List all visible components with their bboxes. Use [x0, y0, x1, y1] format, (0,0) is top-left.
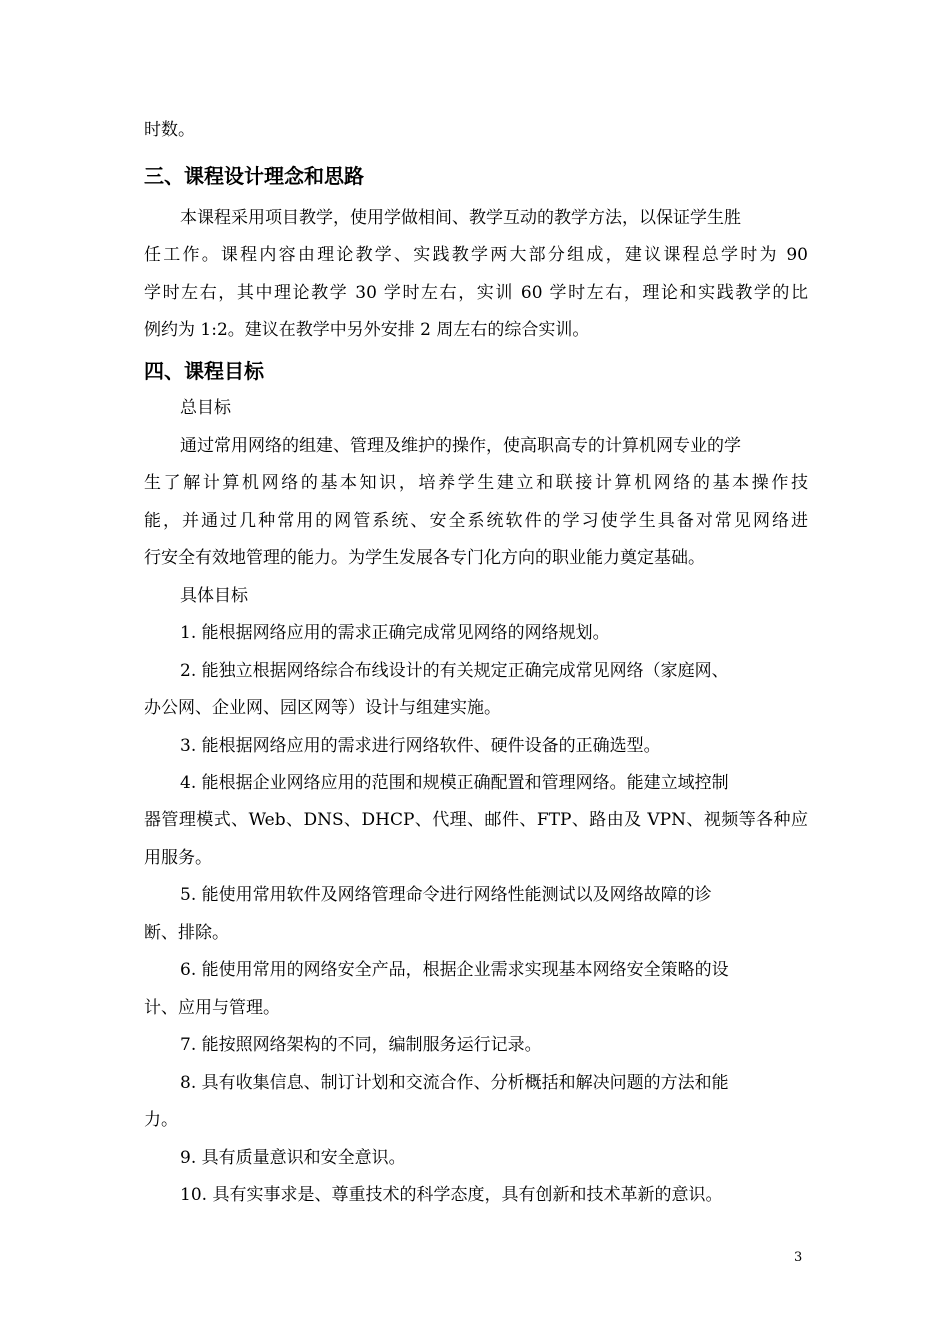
list-item: 10. 具有实事求是、尊重技术的科学态度，具有创新和技术革新的意识。: [180, 1185, 723, 1205]
list-item: 4. 能根据企业网络应用的范围和规模正确配置和管理网络。能建立域控制: [180, 773, 729, 793]
list-item-continuation: 器管理模式、Web、DNS、DHCP、代理、邮件、FTP、路由及 VPN、视频等各种应: [144, 810, 808, 830]
list-item: 5. 能使用常用软件及网络管理命令进行网络性能测试以及网络故障的诊: [180, 885, 712, 905]
section-heading-course-goals: 四、课程目标: [144, 359, 264, 383]
section-heading-course-design: 三、课程设计理念和思路: [144, 164, 364, 188]
list-item: 7. 能按照网络架构的不同，编制服务运行记录。: [180, 1035, 542, 1055]
paragraph-line: 生了解计算机网络的基本知识，培养学生建立和联接计算机网络的基本操作技: [144, 473, 808, 493]
subheading-specific-goals: 具体目标: [180, 586, 248, 606]
paragraph-line: 学时左右，其中理论教学 30 学时左右，实训 60 学时左右，理论和实践教学的比: [144, 283, 808, 303]
list-item-continuation: 用服务。: [144, 848, 212, 868]
paragraph-line: 通过常用网络的组建、管理及维护的操作，使高职高专的计算机网专业的学: [180, 436, 741, 456]
list-item-continuation: 力。: [144, 1110, 178, 1130]
page-number: 3: [794, 1250, 803, 1265]
paragraph-line: 任工作。课程内容由理论教学、实践教学两大部分组成，建议课程总学时为 90: [144, 245, 808, 265]
list-item-continuation: 计、应用与管理。: [144, 998, 280, 1018]
list-item: 6. 能使用常用的网络安全产品，根据企业需求实现基本网络安全策略的设: [180, 960, 729, 980]
list-item: 2. 能独立根据网络综合布线设计的有关规定正确完成常见网络（家庭网、: [180, 661, 729, 681]
subheading-overall-goal: 总目标: [180, 398, 231, 418]
paragraph-line: 行安全有效地管理的能力。为学生发展各专门化方向的职业能力奠定基础。: [144, 548, 705, 568]
list-item: 3. 能根据网络应用的需求进行网络软件、硬件设备的正确选型。: [180, 736, 661, 756]
list-item-continuation: 办公网、企业网、园区网等）设计与组建实施。: [144, 698, 501, 718]
paragraph-line: 能，并通过几种常用的网管系统、安全系统软件的学习使学生具备对常见网络进: [144, 511, 808, 531]
list-item-continuation: 断、排除。: [144, 923, 229, 943]
list-item: 9. 具有质量意识和安全意识。: [180, 1148, 406, 1168]
paragraph-line: 本课程采用项目教学，使用学做相间、教学互动的教学方法，以保证学生胜: [180, 208, 741, 228]
paragraph-line: 例约为 1:2。建议在教学中另外安排 2 周左右的综合实训。: [144, 320, 590, 340]
list-item: 8. 具有收集信息、制订计划和交流合作、分析概括和解决问题的方法和能: [180, 1073, 729, 1093]
list-item: 1. 能根据网络应用的需求正确完成常见网络的网络规划。: [180, 623, 610, 643]
continued-text-line: 时数。: [144, 120, 195, 140]
